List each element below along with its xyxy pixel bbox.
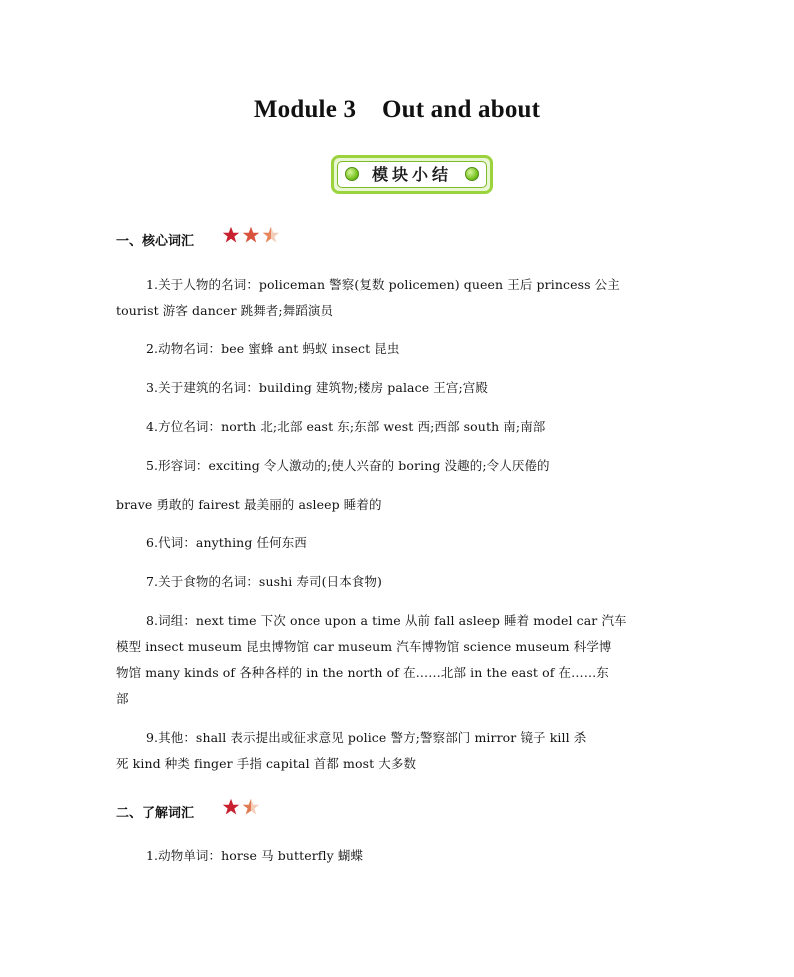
vocab-line: 死 kind 种类 finger 手指 capital 首都 most 大多数 <box>116 756 417 771</box>
star-half-icon <box>262 226 280 244</box>
banner-label: 模块小结 <box>371 165 452 184</box>
vocab-line: 8.词组：next time 下次 once upon a time 从前 fall asleep 睡着 model car 汽车 <box>146 613 627 628</box>
importance-stars <box>222 226 280 244</box>
vocab-line: 3.关于建筑的名词：building 建筑物;楼房 palace 王宫;宫殿 <box>146 380 488 395</box>
vocab-line: brave 勇敢的 fairest 最美丽的 asleep 睡着的 <box>116 497 382 512</box>
section-heading-core-vocabulary: 一、核心词汇 <box>116 234 195 249</box>
vocab-line: 4.方位名词：north 北;北部 east 东;东部 west 西;西部 south 南;南部 <box>146 419 546 434</box>
vocab-line: tourist 游客 dancer 跳舞者;舞蹈演员 <box>116 303 334 318</box>
vocab-line: 部 <box>116 691 129 706</box>
vocab-line: 6.代词：anything 任何东西 <box>146 535 307 550</box>
module-summary-banner <box>331 155 493 194</box>
importance-stars <box>222 798 260 816</box>
vocab-line: 2.动物名词：bee 蜜蜂 ant 蚂蚁 insect 昆虫 <box>146 341 400 356</box>
vocab-line: 5.形容词：exciting 令人激动的;使人兴奋的 boring 没趣的;令人厌倦的 <box>146 458 550 473</box>
green-dot-icon <box>465 167 479 181</box>
star-icon <box>242 226 260 244</box>
vocab-line: 物馆 many kinds of 各种各样的 in the north of 在……北部 in the east of 在……东 <box>116 665 609 680</box>
vocab-line: 7.关于食物的名词：sushi 寿司(日本食物) <box>146 574 382 589</box>
star-half-icon <box>242 798 260 816</box>
vocab-line: 1.动物单词：horse 马 butterfly 蝴蝶 <box>146 848 364 863</box>
vocab-line: 1.关于人物的名词：policeman 警察(复数 policemen) queen 王后 princess 公主 <box>146 277 620 292</box>
vocab-line: 9.其他：shall 表示提出或征求意见 police 警方;警察部门 mirror 镜子 kill 杀 <box>146 730 587 745</box>
star-icon <box>222 798 240 816</box>
vocab-line: 模型 insect museum 昆虫博物馆 car museum 汽车博物馆 science museum 科学博 <box>116 639 612 654</box>
star-icon <box>222 226 240 244</box>
section-heading-familiar-vocabulary: 二、了解词汇 <box>116 806 195 821</box>
page-title: Module 3 Out and about <box>253 96 541 123</box>
